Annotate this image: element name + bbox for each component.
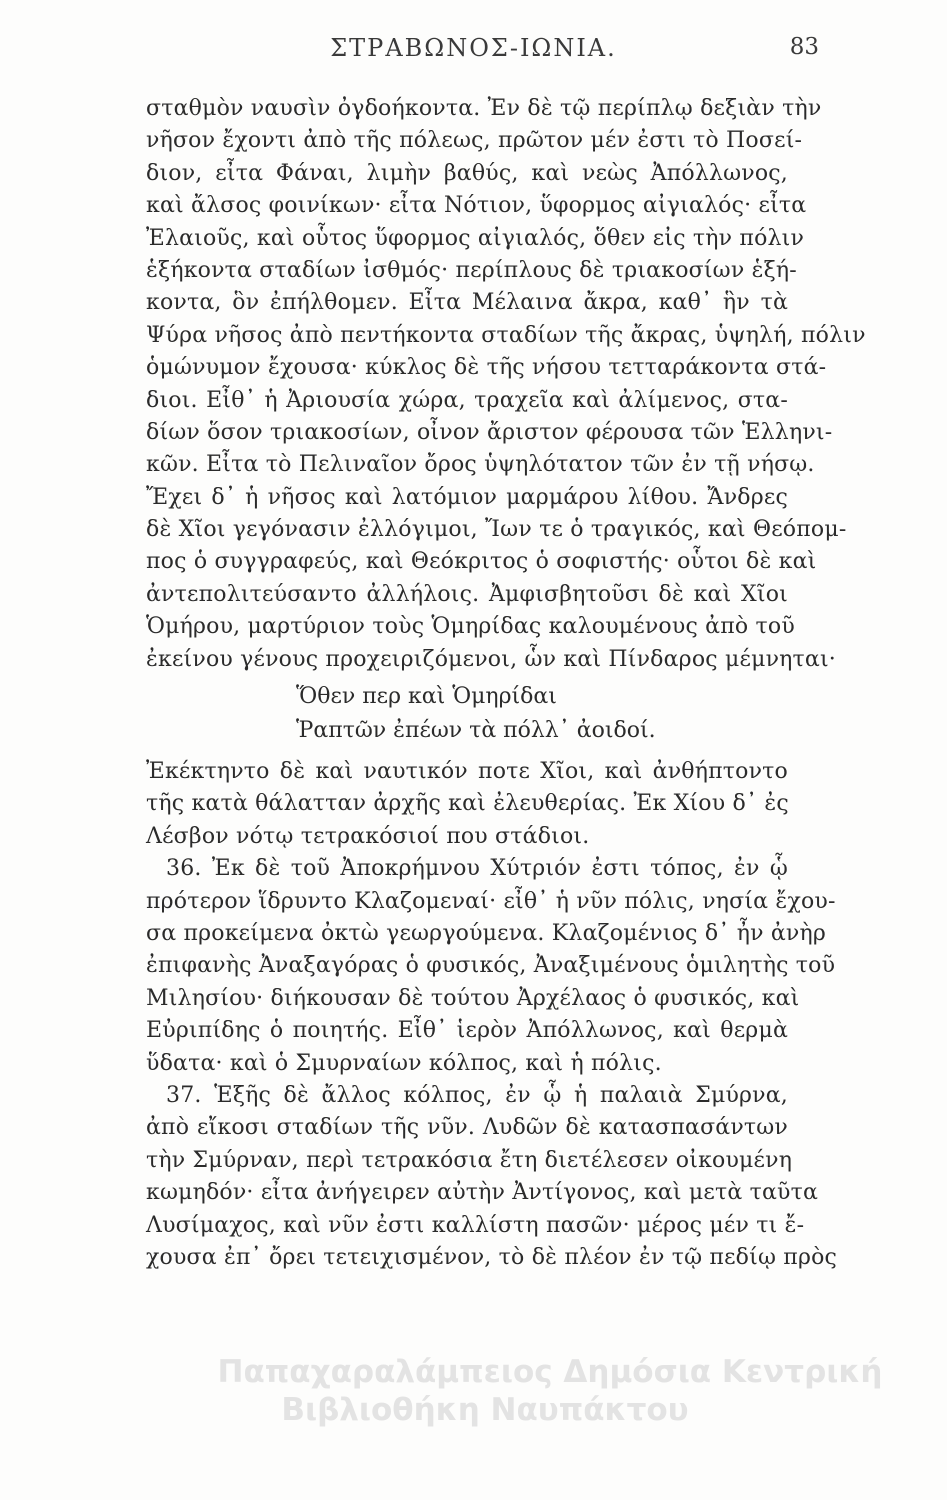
text-line: χουσα ἐπ᾽ ὄρει τετειχισμένον, τὸ δὲ πλέον ἐν τῷ πεδίῳ πρὸς <box>146 1244 838 1270</box>
section-36-start: 36. Ἐκ δὲ τοῦ Ἀποκρήμνου Χύτριόν ἐστι τόπος, ἐν ᾧ <box>166 856 788 882</box>
text-line: Εὐριπίδης ὁ ποιητής. Εἶθ᾽ ἱερὸν Ἀπόλλωνος, καὶ θερμὰ <box>146 1018 788 1044</box>
verse-line: Ῥαπτῶν ἐπέων τὰ πόλλ᾽ ἀοιδοί. <box>296 718 656 744</box>
text-line: σα προκείμενα ὀκτὼ γεωργούμενα. Κλαζομένιος δ᾽ ἦν ἀνὴρ <box>146 920 826 946</box>
text-line: Ψύρα νῆσος ἀπὸ πεντήκοντα σταδίων τῆς ἄκρας, ὑψηλή, πόλιν <box>146 322 866 348</box>
text-line: τὴν Σμύρναν, περὶ τετρακόσια ἔτη διετέλεσεν οἰκουμένη <box>146 1147 793 1173</box>
text-line: ἑξήκοντα σταδίων ἰσθμός· περίπλους δὲ τριακοσίων ἑξή- <box>146 257 797 283</box>
section-37-start: 37. Ἑξῆς δὲ ἄλλος κόλπος, ἐν ᾧ ἡ παλαιὰ Σμύρνα, <box>166 1082 788 1108</box>
text-line: νῆσον ἔχοντι ἀπὸ τῆς πόλεως, πρῶτον μέν ἐστι τὸ Ποσεί- <box>146 128 803 154</box>
text-line: διον, εἶτα Φάναι, λιμὴν βαθύς, καὶ νεὼς Ἀπόλλωνος, <box>146 160 788 186</box>
text-line: Ὁμήρου, μαρτύριον τοὺς Ὁμηρίδας καλουμένους ἀπὸ τοῦ <box>146 614 795 640</box>
library-watermark-line-2: Βιβλιοθήκη Ναυπάκτου <box>281 1392 689 1428</box>
text-line: Μιλησίου· διήκουσαν δὲ τούτου Ἀρχέλαος ὁ φυσικός, καὶ <box>146 985 800 1011</box>
text-line: ὁμώνυμον ἔχουσα· κύκλος δὲ τῆς νήσου τετταράκοντα στά- <box>146 355 827 381</box>
text-line: Ἔχει δ᾽ ἡ νῆσος καὶ λατόμιον μαρμάρου λίθου. Ἄνδρες <box>146 484 788 510</box>
text-line: ἀπὸ εἴκοσι σταδίων τῆς νῦν. Λυδῶν δὲ κατασπασάντων <box>146 1115 788 1141</box>
running-head <box>0 34 947 70</box>
text-line: ὕδατα· καὶ ὁ Σμυρναίων κόλπος, καὶ ἡ πόλις. <box>146 1050 662 1076</box>
text-line: διοι. Εἶθ᾽ ἡ Ἀριουσία χώρα, τραχεῖα καὶ ἀλίμενος, στα- <box>146 387 788 413</box>
text-line: κωμηδόν· εἶτα ἀνήγειρεν αὐτὴν Ἀντίγονος, καὶ μετὰ ταῦτα <box>146 1180 819 1206</box>
text-line: ἐκείνου γένους προχειριζόμενοι, ὧν καὶ Πίνδαρος μέμνηται· <box>146 646 836 672</box>
text-line: Λέσβον νότῳ τετρακόσιοί που στάδιοι. <box>146 823 590 849</box>
body-text <box>146 93 866 1274</box>
text-line: δὲ Χῖοι γεγόνασιν ἐλλόγιμοι, Ἴων τε ὁ τραγικός, καὶ Θεόπομ- <box>146 517 847 543</box>
verse-line: Ὅθεν περ καὶ Ὁμηρίδαι <box>296 684 557 710</box>
text-line: κοντα, ὃν ἐπήλθομεν. Εἶτα Μέλαινα ἄκρα, καθ᾽ ἣν τὰ <box>146 290 788 316</box>
text-line: σταθμὸν ναυσὶν ὀγδοήκοντα. Ἐν δὲ τῷ περίπλῳ δεξιὰν τὴν <box>146 96 822 121</box>
library-watermark-line-1: Παπαχαραλάμπειος Δημόσια Κεντρική <box>217 1354 883 1390</box>
text-line: κῶν. Εἶτα τὸ Πελιναῖον ὄρος ὑψηλότατον τῶν ἐν τῇ νήσῳ. <box>146 452 815 478</box>
text-line: ἀντεπολιτεύσαντο ἀλλήλοις. Ἀμφισβητοῦσι δὲ καὶ Χῖοι <box>146 581 788 607</box>
text-line: καὶ ἄλσος φοινίκων· εἶτα Νότιον, ὕφορμος αἰγιαλός· εἶτα <box>146 193 807 219</box>
text-line: Ἐκέκτηντο δὲ καὶ ναυτικόν ποτε Χῖοι, καὶ ἀνθήπτοντο <box>146 759 788 785</box>
text-line: τῆς κατὰ θάλατταν ἀρχῆς καὶ ἐλευθερίας. Ἐκ Χίου δ᾽ ἐς <box>146 791 789 817</box>
running-title: ΣΤΡΑΒΩΝΟΣ-ΙΩΝΙΑ. <box>330 34 617 62</box>
text-line: Ἐλαιοῦς, καὶ οὗτος ὕφορμος αἰγιαλός, ὅθεν εἰς τὴν πόλιν <box>146 225 805 251</box>
text-line: πρότερον ἵδρυντο Κλαζομεναί· εἶθ᾽ ἡ νῦν πόλις, νησία ἔχου- <box>146 888 836 914</box>
page-number: 83 <box>789 34 819 60</box>
text-line: Λυσίμαχος, καὶ νῦν ἐστι καλλίστη πασῶν· μέρος μέν τι ἔ- <box>146 1212 805 1238</box>
text-line: ἐπιφανὴς Ἀναξαγόρας ὁ φυσικός, Ἀναξιμένους ὁμιλητὴς τοῦ <box>146 953 836 979</box>
text-line: δίων ὅσον τριακοσίων, οἶνον ἄριστον φέρουσα τῶν Ἑλληνι- <box>146 419 833 445</box>
text-line: πος ὁ συγγραφεύς, καὶ Θεόκριτος ὁ σοφιστής· οὗτοι δὲ καὶ <box>146 549 817 575</box>
